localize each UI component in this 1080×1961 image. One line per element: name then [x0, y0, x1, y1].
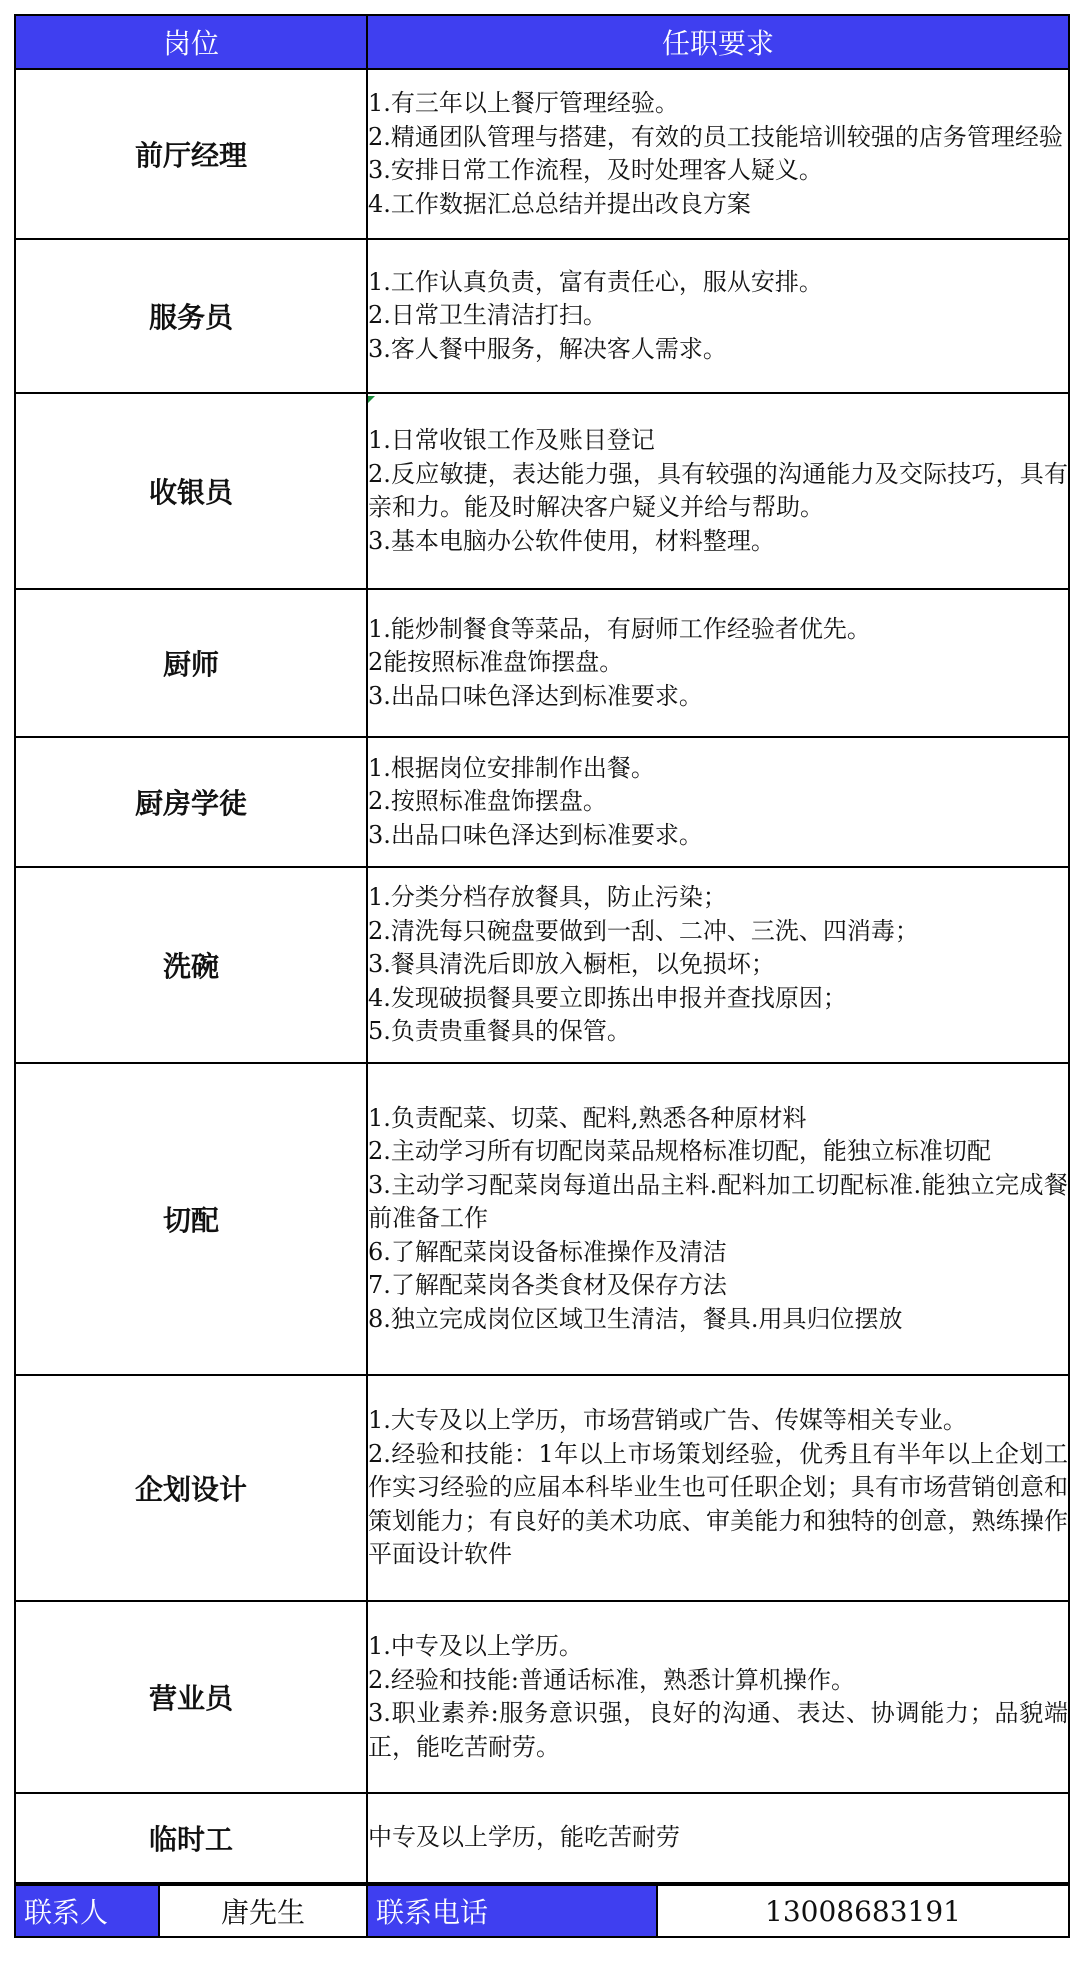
contact-phone-label: 联系电话 [367, 1885, 657, 1937]
table-row [15, 589, 1069, 737]
position-name: 厨师 [15, 589, 367, 737]
contact-person-label: 联系人 [15, 1885, 159, 1937]
requirement-line: 3.出品口味色泽达到标准要求。 [368, 820, 703, 849]
contact-person: 唐先生 [159, 1885, 367, 1937]
requirement-line: 2.经验和技能：1年以上市场策划经验，优秀且有半年以上企划工作实习经验的应届本科毕业生也可任职企划；具有市场营销创意和策划能力；有良好的美术功底、审美能力和独特的创意，熟练操作平面设计软件 [368, 1439, 1068, 1569]
requirement-line: 2能按照标准盘饰摆盘。 [368, 648, 624, 677]
requirement-line: 8.独立完成岗位区域卫生清洁，餐具.用具归位摆放 [368, 1304, 903, 1333]
position-name: 服务员 [15, 239, 367, 393]
requirement-line: 2.清洗每只碗盘要做到一刮、二冲、三洗、四消毒； [368, 916, 919, 945]
requirement-line: 3.主动学习配菜岗每道出品主料.配料加工切配标准.能独立完成餐前准备工作 [368, 1170, 1068, 1233]
requirement-line: 2.按照标准盘饰摆盘。 [368, 787, 607, 816]
requirement-line: 1.工作认真负责，富有责任心，服从安排。 [368, 267, 823, 296]
cell-comment-marker [368, 396, 375, 403]
requirement-line: 3.餐具清洗后即放入橱柜，以免损坏； [368, 950, 775, 979]
requirement-line: 7.了解配菜岗各类食材及保存方法 [368, 1271, 727, 1300]
position-name: 企划设计 [15, 1375, 367, 1601]
requirement-line: 1.日常收银工作及账目登记 [368, 426, 655, 454]
table-header-row [15, 15, 1069, 69]
table-row [15, 1793, 1069, 1883]
requirements-cell [367, 737, 1069, 867]
requirement-line: 1.有三年以上餐厅管理经验。 [368, 89, 679, 117]
requirement-line: 1.能炒制餐食等菜品，有厨师工作经验者优先。 [368, 614, 871, 643]
requirements-cell [367, 393, 1069, 589]
requirements-cell [367, 1375, 1069, 1601]
requirement-line: 5.负责贵重餐具的保管。 [368, 1017, 631, 1046]
requirement-line: 2.反应敏捷，表达能力强，具有较强的沟通能力及交际技巧，具有亲和力。能及时解决客户疑义并给与帮助。 [368, 459, 1068, 521]
contact-phone: 13008683191 [657, 1885, 1069, 1937]
requirement-line: 4.发现破损餐具要立即拣出申报并查找原因； [368, 983, 847, 1012]
position-name: 收银员 [15, 393, 367, 589]
header-requirements: 任职要求 [367, 15, 1069, 69]
table-row [15, 1601, 1069, 1793]
requirement-line: 4.工作数据汇总总结并提出改良方案 [368, 189, 751, 218]
table-row [15, 1063, 1069, 1375]
requirement-line: 2.精通团队管理与搭建，有效的员工技能培训较强的店务管理经验 [368, 122, 1063, 151]
requirements-cell [367, 69, 1069, 239]
position-name: 前厅经理 [15, 69, 367, 239]
requirement-line: 2.主动学习所有切配岗菜品规格标准切配，能独立标准切配 [368, 1137, 991, 1166]
table-row [15, 239, 1069, 393]
contact-row [15, 1885, 1069, 1937]
job-table [14, 14, 1070, 1884]
requirement-line: 1.大专及以上学历，市场营销或广告、传媒等相关专业。 [368, 1406, 967, 1435]
table-row [15, 737, 1069, 867]
requirement-line: 1.中专及以上学历。 [368, 1632, 583, 1660]
job-requirements-sheet [14, 14, 1068, 1938]
position-name: 临时工 [15, 1793, 367, 1883]
requirements-cell [367, 1793, 1069, 1883]
requirement-line: 中专及以上学历，能吃苦耐劳 [368, 1823, 680, 1852]
requirement-line: 6.了解配菜岗设备标准操作及清洁 [368, 1237, 727, 1266]
requirements-cell [367, 1601, 1069, 1793]
requirement-line: 1.负责配菜、切菜、配料,熟悉各种原材料 [368, 1103, 807, 1132]
header-position: 岗位 [15, 15, 367, 69]
table-row [15, 867, 1069, 1063]
position-name: 切配 [15, 1063, 367, 1375]
position-name: 洗碗 [15, 867, 367, 1063]
requirement-line: 1.根据岗位安排制作出餐。 [368, 753, 655, 782]
requirement-line: 3.职业素养:服务意识强，良好的沟通、表达、协调能力；品貌端正，能吃苦耐劳。 [368, 1699, 1068, 1761]
requirements-cell [367, 589, 1069, 737]
requirement-line: 3.安排日常工作流程，及时处理客人疑义。 [368, 156, 823, 184]
requirement-line: 3.出品口味色泽达到标准要求。 [368, 681, 703, 710]
requirement-line: 3.客人餐中服务，解决客人需求。 [368, 334, 727, 363]
table-row [15, 69, 1069, 239]
position-name: 厨房学徒 [15, 737, 367, 867]
contact-table [14, 1884, 1070, 1938]
requirements-cell [367, 239, 1069, 393]
requirement-line: 2.经验和技能:普通话标准，熟悉计算机操作。 [368, 1665, 855, 1694]
requirement-line: 2.日常卫生清洁打扫。 [368, 301, 607, 330]
requirements-cell [367, 1063, 1069, 1375]
table-row [15, 1375, 1069, 1601]
requirements-cell [367, 867, 1069, 1063]
requirement-line: 3.基本电脑办公软件使用，材料整理。 [368, 526, 775, 555]
position-name: 营业员 [15, 1601, 367, 1793]
table-row [15, 393, 1069, 589]
requirement-line: 1.分类分档存放餐具，防止污染； [368, 883, 727, 912]
